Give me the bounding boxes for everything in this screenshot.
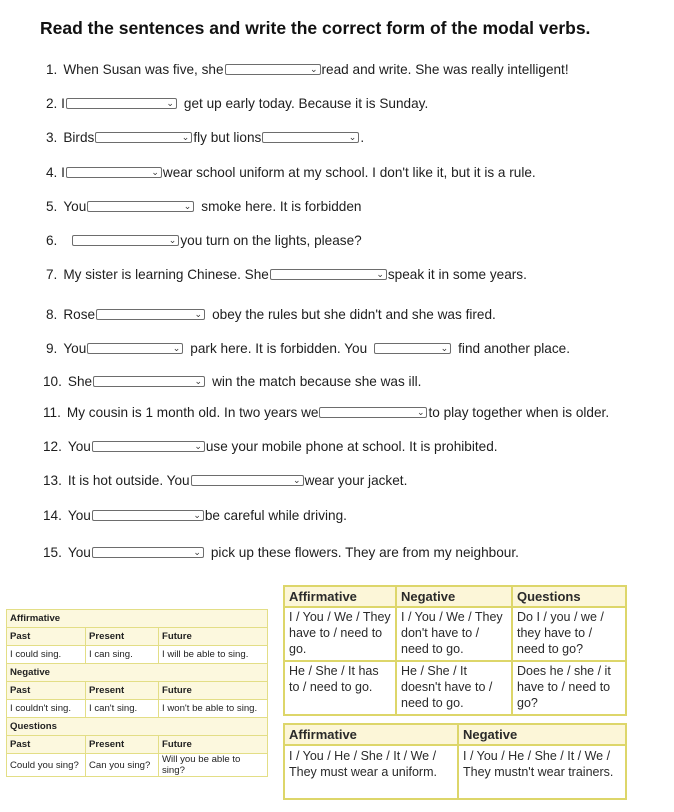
- table-cell: I won't be able to sing.: [159, 700, 268, 718]
- answer-dropdown[interactable]: [262, 132, 359, 143]
- table-cell: He / She / It has to / need to go.: [284, 661, 396, 715]
- answer-dropdown[interactable]: [92, 510, 204, 521]
- table-header: Affirmative: [284, 586, 396, 607]
- answer-dropdown[interactable]: [95, 132, 192, 143]
- section-label: Questions: [7, 718, 268, 736]
- table-cell: I / You / We / They have to / need to go.: [284, 607, 396, 661]
- answer-dropdown[interactable]: [374, 343, 451, 354]
- question-1: 1. When Susan was five, she ⌄ read and write. She was really intelligent!: [46, 62, 569, 77]
- column-header: Future: [159, 628, 268, 646]
- table-cell: I could sing.: [7, 646, 86, 664]
- chevron-down-icon: ⌄: [416, 407, 425, 417]
- column-header: Past: [7, 628, 86, 646]
- chevron-down-icon: ⌄: [172, 343, 181, 353]
- column-header: Past: [7, 736, 86, 754]
- chevron-down-icon: ⌄: [194, 441, 202, 451]
- chevron-down-icon: ⌄: [348, 132, 357, 142]
- chevron-down-icon: ⌄: [168, 235, 177, 245]
- column-header: Future: [159, 682, 268, 700]
- chevron-down-icon: ⌄: [309, 64, 318, 74]
- table-header: Affirmative: [284, 724, 458, 745]
- question-10: 10. She ⌄ win the match because she was ill.: [43, 374, 422, 389]
- table-cell: I couldn't sing.: [7, 700, 86, 718]
- table-cell: I / You / We / They don't have to / need to go.: [396, 607, 512, 661]
- table-header: Negative: [458, 724, 626, 745]
- answer-dropdown[interactable]: [66, 98, 177, 109]
- question-5: 5. You ⌄ smoke here. It is forbidden: [46, 199, 362, 214]
- table-cell: I / You / He / She / It / We / They mustn't wear trainers.: [458, 745, 626, 799]
- can-grammar-table: [6, 609, 268, 777]
- chevron-down-icon: ⌄: [293, 475, 301, 485]
- answer-dropdown[interactable]: [93, 376, 205, 387]
- column-header: Past: [7, 682, 86, 700]
- question-3: 3. Birds ⌄ fly but lions ⌄ .: [46, 130, 365, 145]
- chevron-down-icon: ⌄: [193, 510, 201, 520]
- answer-dropdown[interactable]: [191, 475, 304, 486]
- chevron-down-icon: ⌄: [376, 269, 384, 279]
- chevron-down-icon: ⌄: [193, 547, 201, 557]
- answer-dropdown[interactable]: [87, 201, 194, 212]
- table-cell: Does he / she / it have to / need to go?: [512, 661, 626, 715]
- question-2: 2. I ⌄ get up early today. Because it is Sunday.: [46, 96, 429, 111]
- question-14: 14. You ⌄ be careful while driving.: [43, 508, 347, 523]
- column-header: Present: [86, 682, 159, 700]
- question-7: 7. My sister is learning Chinese. She ⌄ speak it in some years.: [46, 267, 527, 282]
- question-15: 15. You ⌄ pick up these flowers. They are from my neighbour.: [43, 545, 519, 560]
- table-cell: Can you sing?: [86, 754, 159, 777]
- table-cell: I will be able to sing.: [159, 646, 268, 664]
- chevron-down-icon: ⌄: [194, 376, 203, 386]
- chevron-down-icon: ⌄: [194, 309, 203, 319]
- question-11: 11. My cousin is 1 month old. In two years we ⌄ to play together when is older.: [43, 405, 610, 420]
- column-header: Present: [86, 628, 159, 646]
- page-title: Read the sentences and write the correct form of the modal verbs.: [40, 18, 591, 38]
- table-cell: I can't sing.: [86, 700, 159, 718]
- answer-dropdown[interactable]: [319, 407, 427, 418]
- answer-dropdown[interactable]: [270, 269, 387, 280]
- section-label: Negative: [7, 664, 268, 682]
- question-12: 12. You ⌄ use your mobile phone at school. It is prohibited.: [43, 439, 498, 454]
- section-label: Affirmative: [7, 610, 268, 628]
- table-header: Negative: [396, 586, 512, 607]
- have-to-grammar-table: [283, 585, 627, 716]
- table-cell: I / You / He / She / It / We / They must wear a uniform.: [284, 745, 458, 799]
- must-grammar-table: [283, 723, 627, 800]
- chevron-down-icon: ⌄: [183, 201, 192, 211]
- chevron-down-icon: ⌄: [151, 167, 159, 177]
- column-header: Future: [159, 736, 268, 754]
- column-header: Present: [86, 736, 159, 754]
- question-8: 8. Rose ⌄ obey the rules but she didn't and she was fired.: [46, 307, 496, 322]
- answer-dropdown[interactable]: [96, 309, 205, 320]
- answer-dropdown[interactable]: [66, 167, 162, 178]
- question-13: 13. It is hot outside. You ⌄ wear your jacket.: [43, 473, 408, 488]
- table-cell: Do I / you / we / they have to / need to go?: [512, 607, 626, 661]
- table-header: Questions: [512, 586, 626, 607]
- table-cell: I can sing.: [86, 646, 159, 664]
- answer-dropdown[interactable]: [87, 343, 183, 354]
- answer-dropdown[interactable]: [72, 235, 179, 246]
- chevron-down-icon: ⌄: [166, 98, 174, 108]
- answer-dropdown[interactable]: [225, 64, 321, 75]
- question-6: 6. ⌄ you turn on the lights, please?: [46, 233, 362, 248]
- chevron-down-icon: ⌄: [440, 343, 449, 353]
- question-9: 9. You ⌄ park here. It is forbidden. You ⌄ find another place.: [46, 341, 570, 356]
- question-4: 4. I ⌄ wear school uniform at my school. I don't like it, but it is a rule.: [46, 165, 536, 180]
- answer-dropdown[interactable]: [92, 441, 205, 452]
- chevron-down-icon: ⌄: [181, 132, 190, 142]
- table-cell: Could you sing?: [7, 754, 86, 777]
- answer-dropdown[interactable]: [92, 547, 204, 558]
- table-cell: Will you be able to sing?: [159, 754, 268, 777]
- table-cell: He / She / It doesn't have to / need to go.: [396, 661, 512, 715]
